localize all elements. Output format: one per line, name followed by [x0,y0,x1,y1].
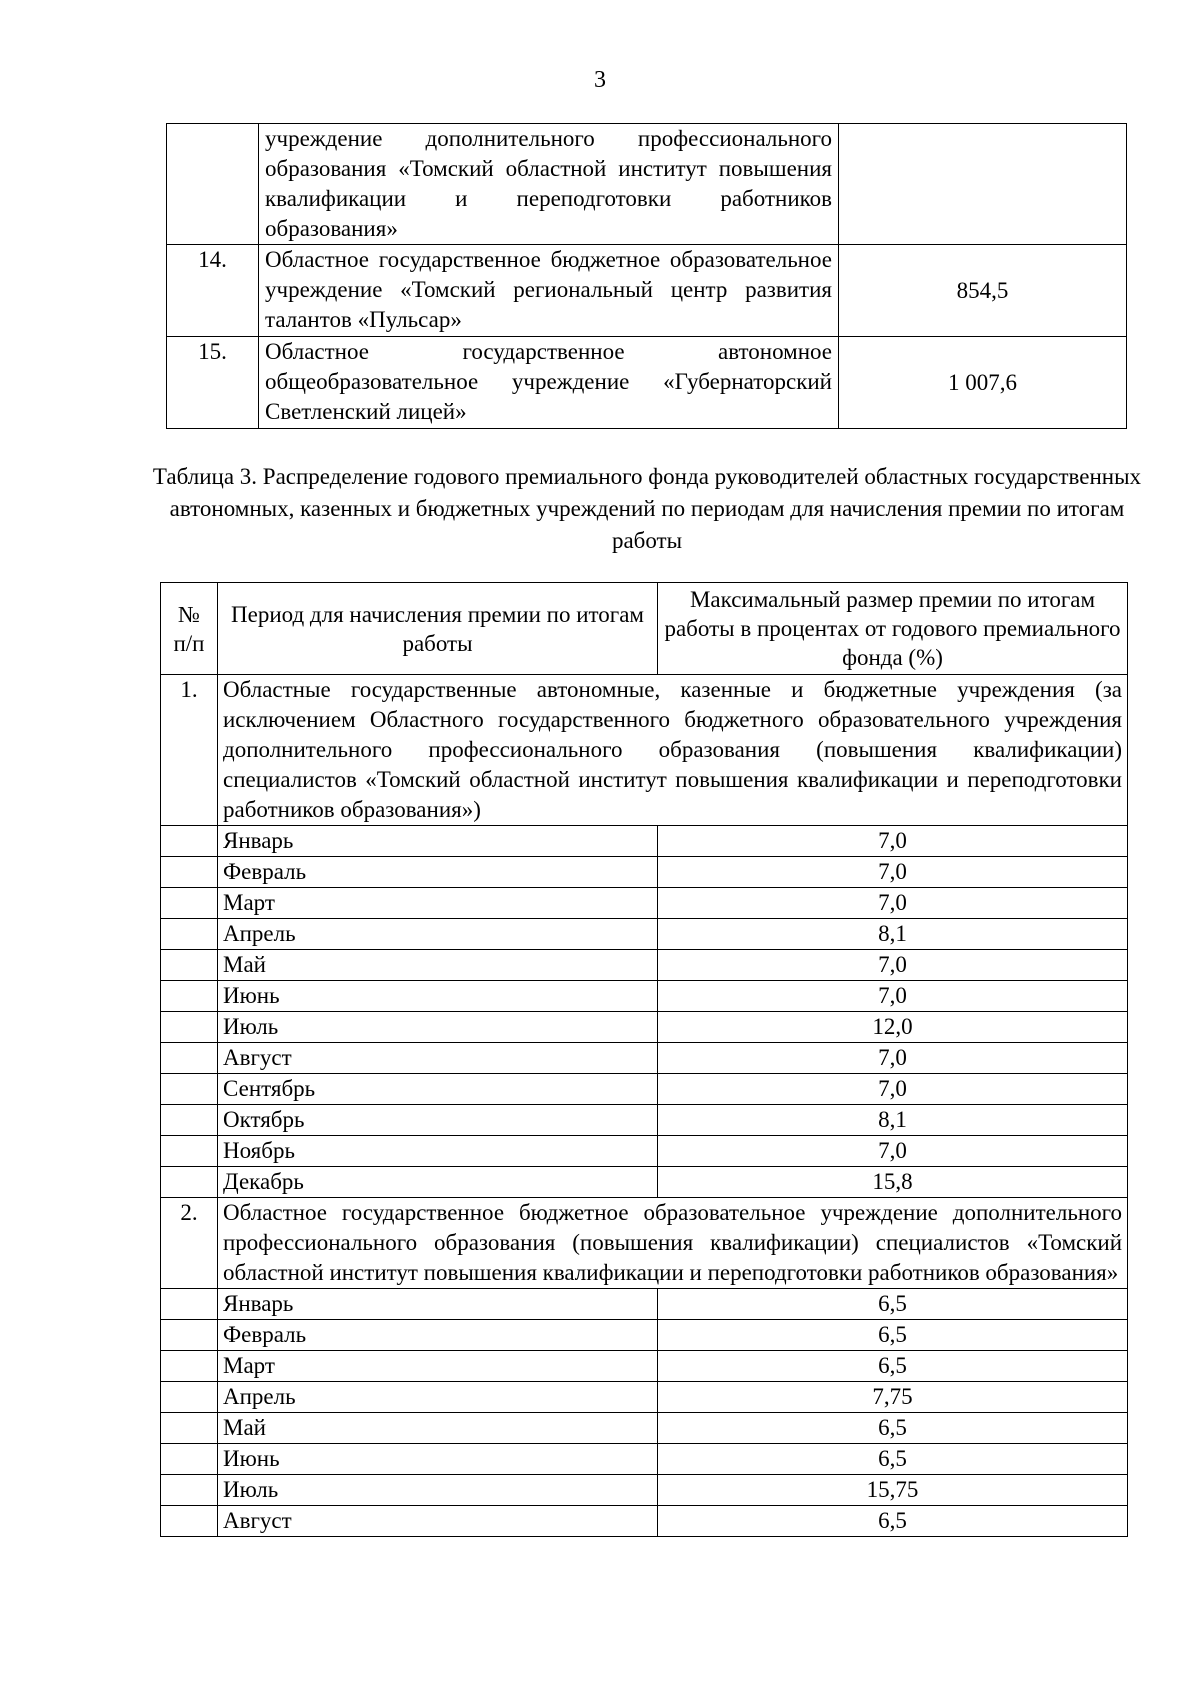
header-number: № п/п [161,583,218,675]
section-title: Областное государственное бюджетное образовательное учреждение дополнительного профессионального образования (повышения квалификации) специалистов «Томский областной институт повышения квалификации и переподготовки работников образования» [218,1198,1128,1289]
empty-cell [161,950,218,981]
month-row [161,919,1128,950]
month-name: Июнь [218,1444,658,1475]
month-row [161,1506,1128,1537]
section-row [161,1198,1128,1289]
month-row [161,1289,1128,1320]
premium-percent: 6,5 [658,1506,1128,1537]
month-row [161,1413,1128,1444]
header-row [161,583,1128,675]
premium-distribution-table [160,582,1128,1537]
premium-percent: 6,5 [658,1351,1128,1382]
month-name: Июль [218,1475,658,1506]
section-row [161,675,1128,826]
funding-value: 1 007,6 [839,337,1127,429]
empty-cell [161,1289,218,1320]
premium-percent: 15,8 [658,1167,1128,1198]
premium-percent: 7,0 [658,1136,1128,1167]
empty-cell [161,1413,218,1444]
table-row [167,337,1127,429]
empty-cell [161,1475,218,1506]
month-name: Январь [218,826,658,857]
row-number: 15. [167,337,259,429]
premium-percent: 7,0 [658,826,1128,857]
empty-cell [161,888,218,919]
month-row [161,1074,1128,1105]
month-row [161,1105,1128,1136]
month-row [161,857,1128,888]
header-max-premium: Максимальный размер премии по итогам работы в процентах от годового премиального фонда (%) [658,583,1128,675]
month-row [161,1351,1128,1382]
month-name: Март [218,888,658,919]
month-row [161,888,1128,919]
table-row [167,124,1127,245]
empty-cell [161,1043,218,1074]
month-name: Апрель [218,1382,658,1413]
month-row [161,1320,1128,1351]
funding-value [839,124,1127,245]
month-row [161,1167,1128,1198]
month-row [161,1475,1128,1506]
row-number: 14. [167,245,259,337]
month-row [161,1382,1128,1413]
month-name: Ноябрь [218,1136,658,1167]
empty-cell [161,1320,218,1351]
month-name: Июнь [218,981,658,1012]
funding-value: 854,5 [839,245,1127,337]
month-name: Май [218,1413,658,1444]
empty-cell [161,1444,218,1475]
month-name: Март [218,1351,658,1382]
section-number: 1. [161,675,218,826]
month-name: Апрель [218,919,658,950]
header-period: Период для начисления премии по итогам работы [218,583,658,675]
empty-cell [161,1074,218,1105]
empty-cell [161,857,218,888]
institution-name: учреждение дополнительного профессионального образования «Томский областной институт повышения квалификации и переподготовки работников образования» [259,124,839,245]
month-name: Январь [218,1289,658,1320]
premium-percent: 8,1 [658,1105,1128,1136]
month-row [161,1043,1128,1074]
month-name: Февраль [218,1320,658,1351]
empty-cell [161,1382,218,1413]
month-row [161,1136,1128,1167]
premium-percent: 7,0 [658,857,1128,888]
empty-cell [161,1167,218,1198]
page-number: 3 [594,67,606,93]
table-row [167,245,1127,337]
month-row [161,826,1128,857]
premium-percent: 6,5 [658,1289,1128,1320]
table-caption: Таблица 3. Распределение годового премиального фонда руководителей областных государственных автономных, казенных и бюджетных учреждений по периодам для начисления премии по итогам работы [152,464,1142,553]
month-row [161,1012,1128,1043]
premium-percent: 6,5 [658,1320,1128,1351]
premium-percent: 8,1 [658,919,1128,950]
month-row [161,1444,1128,1475]
empty-cell [161,1136,218,1167]
month-name: Сентябрь [218,1074,658,1105]
empty-cell [161,919,218,950]
institutions-table [166,123,1127,429]
empty-cell [161,1351,218,1382]
premium-percent: 7,0 [658,950,1128,981]
premium-percent: 6,5 [658,1413,1128,1444]
month-row [161,950,1128,981]
premium-percent: 15,75 [658,1475,1128,1506]
month-name: Август [218,1043,658,1074]
institution-name: Областное государственное бюджетное образовательное учреждение «Томский региональный центр развития талантов «Пульсар» [259,245,839,337]
empty-cell [161,1105,218,1136]
empty-cell [161,826,218,857]
premium-percent: 7,0 [658,1074,1128,1105]
premium-percent: 6,5 [658,1444,1128,1475]
month-row [161,981,1128,1012]
month-name: Октябрь [218,1105,658,1136]
empty-cell [161,1012,218,1043]
premium-percent: 7,75 [658,1382,1128,1413]
premium-percent: 12,0 [658,1012,1128,1043]
section-number: 2. [161,1198,218,1289]
month-name: Июль [218,1012,658,1043]
row-number [167,124,259,245]
month-name: Май [218,950,658,981]
premium-percent: 7,0 [658,888,1128,919]
month-name: Февраль [218,857,658,888]
premium-percent: 7,0 [658,1043,1128,1074]
month-name: Август [218,1506,658,1537]
section-title: Областные государственные автономные, казенные и бюджетные учреждения (за исключением Областного государственного бюджетного образовательного учреждения дополнительного профессионального образования (повышения квалификации) специалистов «Томский областной институт повышения квалификации и переподготовки работников образования») [218,675,1128,826]
institution-name: Областное государственное автономное общеобразовательное учреждение «Губернаторский Светленский лицей» [259,337,839,429]
premium-percent: 7,0 [658,981,1128,1012]
month-name: Декабрь [218,1167,658,1198]
empty-cell [161,1506,218,1537]
empty-cell [161,981,218,1012]
